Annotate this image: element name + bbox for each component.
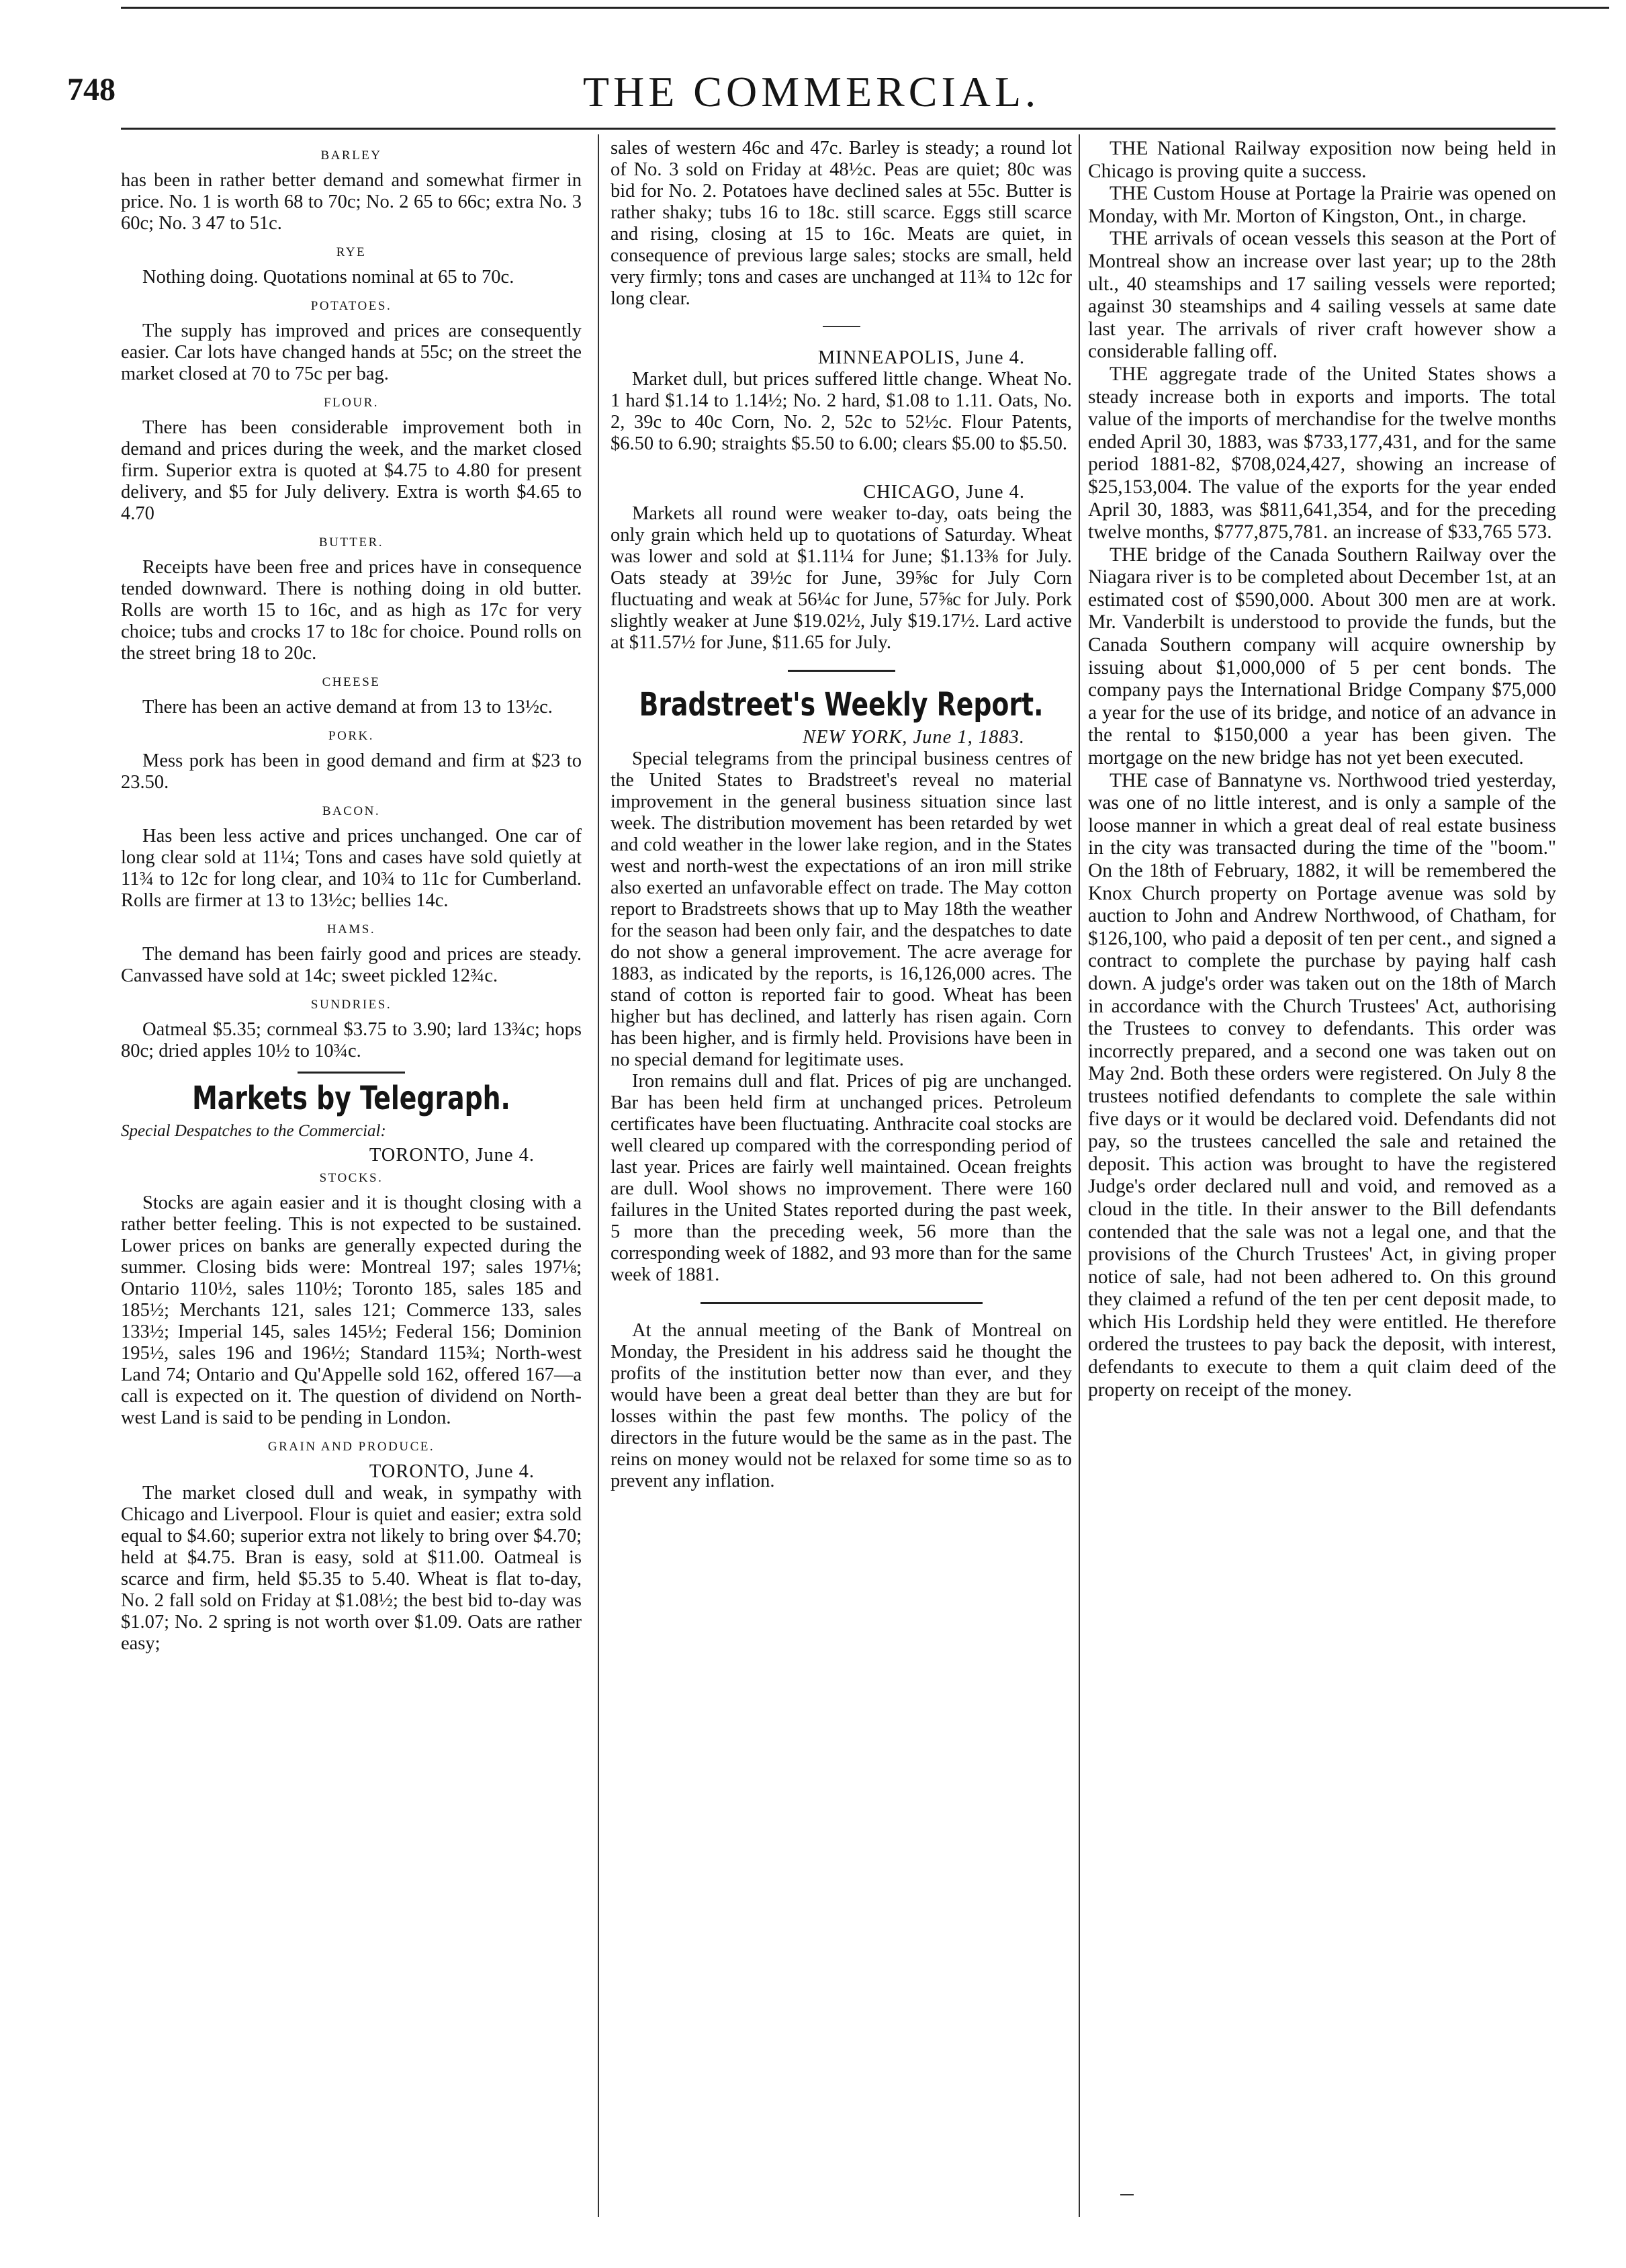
newspaper-title: THE COMMERCIAL.: [582, 68, 1040, 116]
column-rule-2: [1079, 134, 1080, 2217]
telegraph-heading: Markets by Telegraph.: [192, 1079, 510, 1117]
butter-heading: BUTTER.: [318, 535, 384, 550]
rye-paragraph: Nothing doing. Quotations nominal at 65 to 70c.: [142, 267, 514, 288]
flour-heading: FLOUR.: [323, 396, 379, 410]
pork-heading: PORK.: [328, 729, 374, 743]
grain-dateline: TORONTO, June 4.: [369, 1461, 535, 1482]
footer-dash: [1120, 2194, 1134, 2195]
telegraph-credit: Special Despatches to the Commercial:: [121, 1122, 386, 1140]
column-rule-1: [598, 134, 599, 2217]
grain-paragraph: The market closed dull and weak, in sympathy with Chicago and Liverpool. Flour is quiet and easier; extra sold equal to $4.60; superior extra not likely to bring over $4.70; held at $4.75. Bran is easy, sold at $11.00. Oatmeal is scarce and firm, held $5.35 to 5.40. Wheat is flat to-day, No. 2 fall sold on Friday at $1.08½; the best bid to-day was $1.07; No. 2 spring is not worth over $1.09. Oats are rather easy;: [121, 1483, 582, 1654]
section-separator: [298, 1072, 405, 1074]
section-separator: [788, 670, 895, 672]
chicago-paragraph: Markets all round were weaker to-day, oats being the only grain which held up to quotations of Saturday. Wheat was lower and sold at $1.11¼ for June; $1.13⅜ for July. Oats steady at 39½c for June, 39⅝c for July Corn fluctuating and weak at 56¼c for June, 57⅝c for July. Pork slightly weaker at June $19.02½, July $19.17½. Lard active at $11.57½ for June, $11.65 for July.: [611, 503, 1072, 653]
produce-continued-paragraph: sales of western 46c and 47c. Barley is steady; a round lot of No. 3 sold on Friday at 48½c. Peas are quiet; 80c was bid for No. 2. Potatoes have declined sales at 55c. Butter is rather shaky; tubs 16 to 18c. still scarce. Eggs still scarce and rising, closing at 15 to 16c. Meats are quiet, in consequence of previous large sales; stocks are small, held very firmly; tons and cases are unchanged at 11¾ to 12c for long clear.: [611, 138, 1072, 309]
column-2: [611, 138, 1072, 1492]
minneapolis-dateline: MINNEAPOLIS, June 4.: [817, 347, 1025, 368]
custom-house-paragraph: THE Custom House at Portage la Prairie was opened on Monday, with Mr. Morton of Kingston, Ont., in charge.: [1088, 183, 1556, 227]
page-number: 748: [67, 72, 116, 107]
bradstreet-heading: Bradstreet's Weekly Report.: [639, 685, 1044, 724]
butter-paragraph: Receipts have been free and prices have in consequence tended downward. There is nothing doing in old butter. Rolls are worth 15 to 16c, and as high as 17c for very choice; tubs and crocks 17 to 18c for choice. Pound rolls on the street bring 18 to 20c.: [121, 557, 582, 664]
hams-paragraph: The demand has been fairly good and prices are steady. Canvassed have sold at 14c; sweet pickled 12¾c.: [121, 944, 582, 986]
ocean-vessels-paragraph: THE arrivals of ocean vessels this season at the Port of Montreal show an increase over last year; up to the 28th ult., 40 steamships and 17 sailing vessels were reported; against 30 steamships and 4 sailing vessels at same date last year. The arrivals of river craft however show a considerable falling off.: [1088, 228, 1556, 363]
stocks-heading: STOCKS.: [319, 1171, 383, 1185]
bradstreet-paragraph-1: Special telegrams from the principal business centres of the United States to Bradstreet's reveal no material improvement in the general business situation since last week. The distribution movement has been retarded by wet and cold weather in the lower lake region, and in the States west and north-west the expectations of an iron mill strike also exerted an unfavorable effect on trade. The May cotton report to Bradstreets shows that up to May 18th the weather for the season had been only fair, and the despatches to date do not show a general improvement. The acre average for 1883, as indicated by the reports, is 16,126,000 acres. The stand of cotton is reported fair to good. Wheat has been higher but has declined, and latterly has risen again. Corn has been higher, and is firmly held. Provisions have been in no special demand for legitimate uses.: [611, 748, 1072, 1070]
bank-of-montreal-paragraph: At the annual meeting of the Bank of Montreal on Monday, the President in his address said he thought the profits of the institution better now than ever, and they would have been a great deal better than they are but for losses within the past few months. The policy of the directors in the future would be the same as in the past. The reins on money would not be relaxed for some time so as to prevent any inflation.: [611, 1320, 1072, 1491]
minneapolis-paragraph: Market dull, but prices suffered little change. Wheat No. 1 hard $1.14 to 1.14½; No. 2 hard, $1.08 to 1.11. Oats, No. 2, 39c to 40c Corn, No. 2, 52c to 52½c. Flour Patents, $6.50 to 6.90; straights $5.50 to 6.00; clears $5.00 to $5.50.: [611, 369, 1072, 454]
barley-paragraph: has been in rather better demand and somewhat firmer in price. No. 1 is worth 68 to 70c; No. 2 65 to 66c; extra No. 3 60c; No. 3 47 to 51c.: [121, 170, 582, 234]
toronto-dateline: TORONTO, June 4.: [369, 1145, 535, 1166]
us-trade-paragraph: THE aggregate trade of the United States shows a steady increase both in exports and imports. The total value of the imports of merchandise for the twelve months ended April 30, 1883, was $733,177,431, and for the same period 1881-82, $708,024,427, showing an increase of $25,153,004. The value of the exports for the year ended April 30, 1883, was $811,641,354, and for the preceding twelve months, $777,875,781. an increase of $33,765 573.: [1088, 363, 1556, 543]
potatoes-paragraph: The supply has improved and prices are consequently easier. Car lots have changed hands at 55c; on the street the market closed at 70 to 75c per bag.: [121, 320, 582, 384]
short-separator: [823, 326, 860, 327]
cheese-paragraph: There has been an active demand at from 13 to 13½c.: [142, 697, 553, 717]
rye-heading: RYE: [336, 245, 367, 259]
bannatyne-case-paragraph: THE case of Bannatyne vs. Northwood tried yesterday, was one of no little interest, and is only a sample of the loose manner in which a great deal of real estate business in the city was transacted during the time of the "boom." On the 18th of February, 1882, it will be remembered the Knox Church property on Portage avenue was sold by auction to John and Andrew Northwood, of Chatham, for $126,100, who paid a deposit of ten per cent., and signed a contract to complete the purchase by paying half cash down. A judge's order was taken out on the 18th of March in accordance with the Church Trustees' Act, authorising the Trustees to convey to defendants. This order was incorrectly prepared, and a second one was taken out on May 2nd. Both these orders were registered. On July 8 the trustees notified defendants to complete the sale within five days or it would be declared void. Defendants did not pay, so the trustees cancelled the sale and retained the deposit. This action was brought to have the registered Judge's order declared null and void, and removed as a cloud in the title. In their answer to the Bill defendants contended that the sale was not a legal one, and that the provisions of the Church Trustees' Act, in giving proper notice of sale, had not been adhered to. On this ground they claimed a refund of the ten per cent deposit made, to which His Lordship held they were entitled. He therefore ordered the trustees to pay back the deposit, with interest, defendants to execute to them a quit claim deed of the property on receipt of the money.: [1088, 769, 1556, 1401]
column-1: [121, 138, 582, 1655]
grain-heading: GRAIN AND PRODUCE.: [267, 1440, 435, 1454]
flour-paragraph: There has been considerable improvement both in demand and prices during the week, and the market closed firm. Superior extra is quoted at $4.75 to 4.80 for present delivery, and $5 for July delivery. Extra is worth $4.65 to 4.70: [121, 417, 582, 524]
sundries-heading: SUNDRIES.: [310, 998, 392, 1012]
pork-paragraph: Mess pork has been in good demand and firm at $23 to 23.50.: [121, 750, 582, 793]
section-separator: [701, 1302, 983, 1304]
hams-heading: HAMS.: [326, 922, 376, 936]
bradstreet-dateline: NEW YORK, June 1, 1883.: [803, 727, 1025, 748]
railway-exposition-paragraph: THE National Railway exposition now being held in Chicago is proving quite a success.: [1088, 138, 1556, 182]
column-3: [1088, 138, 1556, 1401]
cheese-heading: CHEESE: [322, 675, 381, 689]
header-rule: [121, 128, 1555, 130]
barley-heading: BARLEY: [320, 148, 382, 163]
stocks-paragraph: Stocks are again easier and it is thought closing with a rather better feeling. This is not expected to be sustained. Lower prices on banks are generally expected during the summer. Closing bids were: Montreal 197; sales 197⅛; Ontario 110½, sales 110½; Toronto 185, sales 185 and 185½; Merchants 121, sales 121; Commerce 133, sales 133½; Imperial 145, sales 145½; Federal 156; Dominion 195½, sales 196 and 196½; Standard 115¾; North-west Land 74; Ontario and Qu'Appelle sold 162, offered 167—a call is expected on it. The question of dividend on North-west Land is said to be pending in London.: [121, 1192, 582, 1428]
bradstreet-paragraph-2: Iron remains dull and flat. Prices of pig are unchanged. Bar has been held firm at unchanged prices. Petroleum certificates have been fluctuating. Anthracite coal stocks are well cleared up compared with the corresponding period of last year. Prices are fairly well maintained. Ocean freights are dull. Wool shows no improvement. There were 160 failures in the United States reported during the past week, 5 more than the preceding week, 56 more than the corresponding week of 1882, and 93 more than for the same week of 1881.: [611, 1071, 1072, 1285]
page-header: [67, 67, 1555, 141]
potatoes-heading: POTATOES.: [310, 299, 392, 313]
header-rule-top: [121, 7, 1609, 9]
chicago-dateline: CHICAGO, June 4.: [863, 482, 1025, 503]
sundries-paragraph: Oatmeal $5.35; cornmeal $3.75 to 3.90; lard 13¾c; hops 80c; dried apples 10½ to 10¾c.: [121, 1019, 582, 1061]
bacon-paragraph: Has been less active and prices unchanged. One car of long clear sold at 11¼; Tons and cases have sold quietly at 11¾ to 12c for long clear, and 10¾ to 11c for Cumberland. Rolls are firmer at 13 to 13½c; bellies 14c.: [121, 826, 582, 911]
bacon-heading: BACON.: [322, 804, 381, 818]
niagara-bridge-paragraph: THE bridge of the Canada Southern Railway over the Niagara river is to be completed about December 1st, at an estimated cost of $590,000. About 300 men are at work. Mr. Vanderbilt is understood to provide the funds, but the Canada Southern company will acquire ownership by issuing about $1,000,000 of 5 per cent bonds. The company pays the International Bridge Company $75,000 a year for the use of its bridge, and notice of an advance in the rental to $150,000 a year has been given. The mortgage on the new bridge has not yet been executed.: [1088, 543, 1556, 769]
